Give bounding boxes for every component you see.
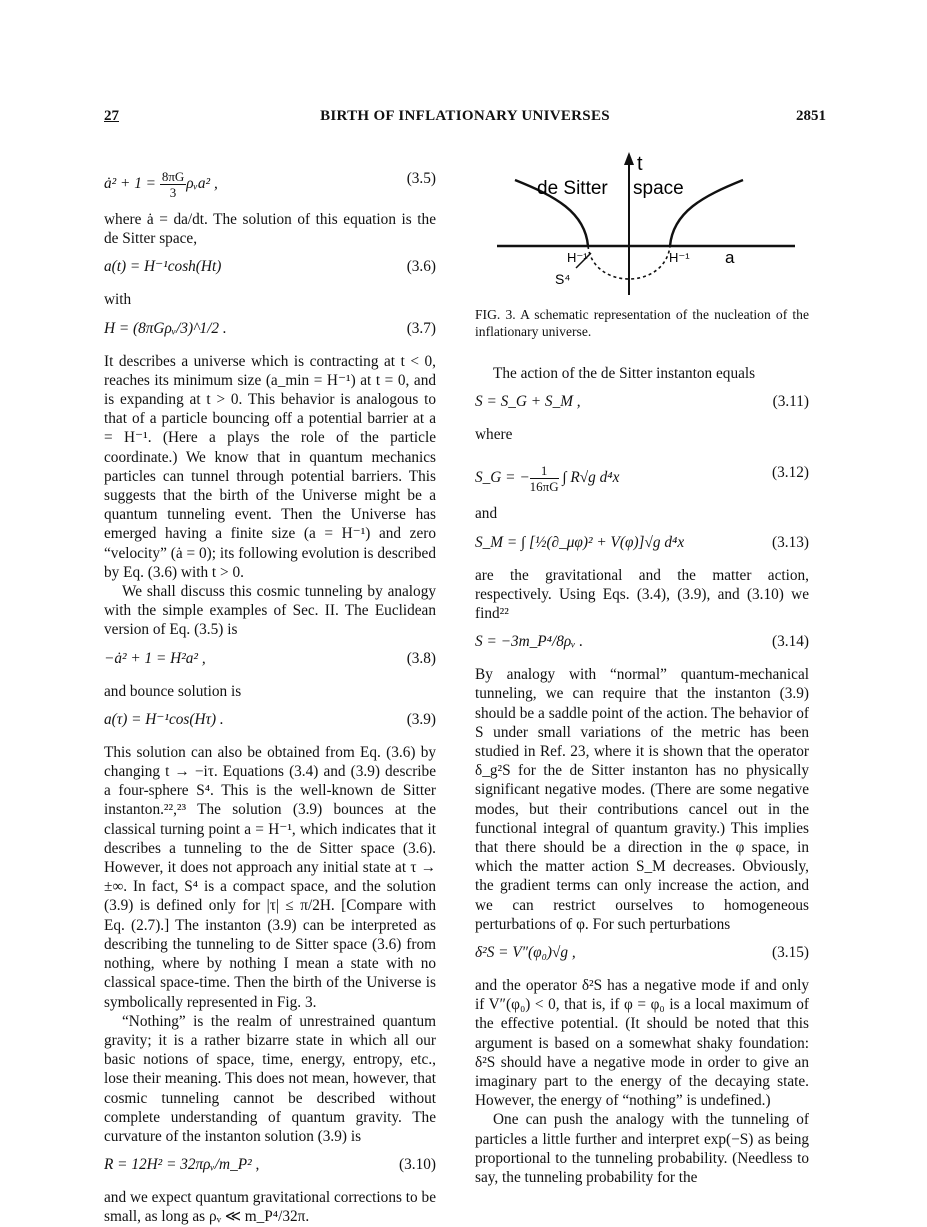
eq-3-13-number: (3.13) [772,533,809,551]
equation-3-12 [475,453,809,493]
figure-caption-text: A schematic representation of the nucleation of the inflationary universe. [475,307,809,339]
eq-3-5-fraction [160,169,186,200]
eq-3-10-number: (3.10) [399,1156,436,1174]
paragraph: We shall discuss this cosmic tunneling by analogy with the simple examples of Sec. II. The Euclidean version of Eq. (3.5) is [104,583,436,639]
eq-3-5-pre: ȧ² + 1 = [104,175,160,193]
equation-3-15 [475,943,809,965]
eq-3-11-lhs: S = S_G + S_M , [475,393,581,411]
paragraph: where ȧ = da/dt. The solution of this equation is the de Sitter space, [104,211,436,248]
eq-3-9-number: (3.9) [406,710,436,728]
eq-3-6-number: (3.6) [406,258,436,276]
page-number-right: 2851 [796,108,826,124]
eq-3-6-lhs: a(t) = H⁻¹cosh(Ht) [104,258,222,276]
paragraph: The action of the de Sitter instanton equals [493,365,756,382]
eq-3-12-numerator: 1 [530,463,559,479]
equation-3-9 [104,710,436,732]
equation-3-11 [475,392,809,414]
eq-3-15-lhs: δ²S = V″(φ₀)√g , [475,944,576,962]
paragraph: and bounce solution is [104,682,242,700]
equation-3-10 [104,1155,436,1177]
paragraph: and we expect quantum gravitational corrections to be small, as long as ρᵥ ≪ m_P⁴/32π. [104,1189,436,1226]
equation-3-8 [104,649,436,671]
equation-3-13 [475,533,809,555]
right-column [475,150,809,1187]
eq-3-5-post: ρᵥa² , [186,175,218,193]
equation-3-14 [475,632,809,654]
figure-3-caption [475,306,809,340]
figure-3-diagram [475,150,809,300]
eq-3-7-number: (3.7) [406,319,436,337]
paragraph: One can push the analogy with the tunneling of particles a little further and interpret exp(−S) as being proportional to the tunneling probability. (Needless to say, the tunneling probability for the [475,1111,809,1187]
label-s4: S⁴ [555,271,571,287]
eq-3-8-number: (3.8) [406,649,436,667]
left-column [104,150,436,1227]
eq-3-10-lhs: R = 12H² = 32πρᵥ/m_P² , [104,1156,260,1174]
paragraph: It describes a universe which is contracting at t < 0, reaches its minimum size (a_min = H⁻¹) at t = 0, and is expanding at t > 0. This behavior is analogous to that of a particle bouncing off a potential barrier at a = H⁻¹. (Here a plays the role of the particle coordinate.) We know that in quantum mechanics particles can tunnel through potential barriers. This suggests that the birth of the Universe might be a quantum tunneling event. Then the Universe has emerged having a finite size (a = H⁻¹) and zero “velocity” (ȧ = 0); its following evolution is described by Eq. (3.6) with t > 0. [104,352,436,581]
eq-3-5-numerator: 8πG [161,169,185,184]
label-a: a [725,248,735,267]
figure-caption-lead: FIG. 3. [475,307,516,322]
eq-3-5-denominator: 3 [169,185,177,200]
eq-3-12-fraction [530,463,559,494]
equation-3-5 [104,159,436,199]
paragraph: and the operator δ²S has a negative mode if and only if V″(φ₀) < 0, that is, if φ = φ₀ is a local maximum of the effective potential. (It should be noted that this argument is based on a somewhat shaky foundation: δ²S should have a negative mode in order to give an imaginary part to the energy of the decaying state. However, the energy of “nothing” is undefined.) [475,977,809,1110]
eq-3-7-lhs: H = (8πGρᵥ/3)^1/2 . [104,319,227,337]
eq-3-12-pre: S_G = − [475,469,530,487]
eq-3-12-denominator: 16πG [529,479,559,495]
paragraph: By analogy with “normal” quantum-mechanical tunneling, we can require that the instanton (3.9) should be a saddle point of the action. The behavior of S under small variations of the metric has been studied in Ref. 23, where it is shown that the operator δ_g²S for the de Sitter instanton has no physically significant negative modes. (There are some negative modes, but their contributions cancel out in the functional integral of quantum gravity.) This implies that there should be a direction in the φ space, in which the matter action S_M decreases. Obviously, the gradient terms can only increase the action, and we can restrict ourselves to homogeneous perturbations of φ. For such perturbations [475,666,809,933]
paragraph: This solution can also be obtained from Eq. (3.6) by changing t → −iτ. Equations (3.4) and (3.9) describe a four-sphere S⁴. This is the well-known de Sitter instanton.²²,²³ The solution (3.9) bounces at the classical turning point a = H⁻¹, which indicates that it describes a tunneling to the de Sitter space (3.6). However, it does not approach any initial state at τ → ±∞. In fact, S⁴ is a compact space, and the solution (3.9) is defined only for |τ| ≤ π/2H. [Compare with Eq. (2.7).] The instanton (3.9) can be interpreted as describing the tunneling to de Sitter space (3.6) from nothing, where by nothing I mean a state with no classical space-time. Then the birth of the Universe is symbolically represented in Fig. 3. [104,743,436,1011]
eq-3-5-number: (3.5) [406,170,436,187]
eq-3-9-lhs: a(τ) = H⁻¹cos(Hτ) . [104,710,224,728]
eq-3-15-number: (3.15) [772,944,809,962]
paragraph: “Nothing” is the realm of unrestrained quantum gravity; it is a rather bizarre state in which all our basic notions of space, time, energy, entropy, etc., lose their meaning. This does not mean, however, that cosmic tunneling cannot be described without complete understanding of quantum gravity. The curvature of the instanton solution (3.9) is [104,1012,436,1145]
paragraph: and [475,505,498,523]
label-space: space [633,178,684,199]
label-de-sitter: de Sitter [537,178,608,199]
eq-3-13-lhs: S_M = ∫ [½(∂_μφ)² + V(φ)]√g d⁴x [475,533,685,551]
equation-3-7 [104,319,436,341]
running-title: BIRTH OF INFLATIONARY UNIVERSES [320,108,610,124]
figure-3 [475,150,809,300]
eq-3-11-number: (3.11) [772,393,809,411]
label-h-inverse-right: H⁻¹ [669,250,690,265]
eq-3-8-lhs: −ȧ² + 1 = H²a² , [104,649,206,667]
equation-3-6 [104,257,436,279]
t-axis-arrow-icon [624,152,634,165]
eq-3-14-lhs: S = −3m_P⁴/8ρᵥ . [475,633,584,651]
paragraph: are the gravitational and the matter action, respectively. Using Eqs. (3.4), (3.9), and (3.10) we find²² [475,566,809,623]
label-h-inverse-left: H⁻¹ [567,250,588,265]
eq-3-14-number: (3.14) [772,633,809,651]
eq-3-12-post: ∫ R√g d⁴x [562,469,620,487]
paragraph: with [104,291,132,309]
paragraph: where [475,426,513,444]
page-number-left: 27 [104,108,119,124]
label-t: t [637,153,643,175]
eq-3-12-number: (3.12) [772,464,809,482]
